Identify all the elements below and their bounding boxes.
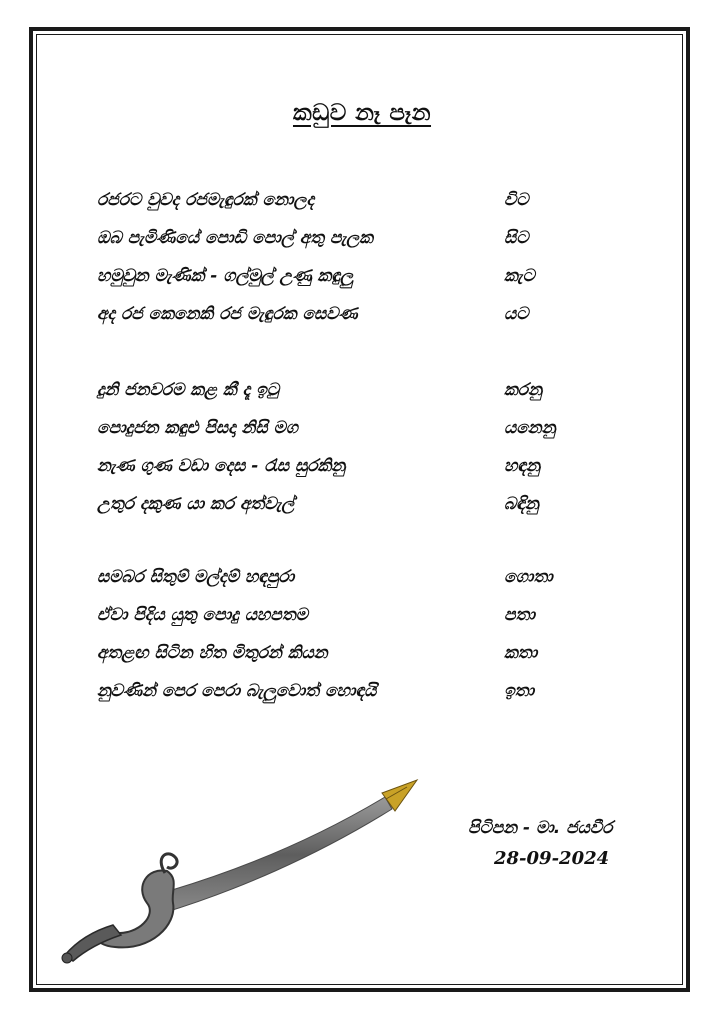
- verse-text: හමුවුන මැණික් - ගල්මුල් උණු කඳුලු: [97, 266, 353, 286]
- verse-line: [97, 418, 577, 456]
- author-signature: පිටිපන - මා. ජයවීර: [468, 818, 613, 838]
- stanza-3: [97, 567, 577, 719]
- verse-end-word: යට: [504, 304, 529, 324]
- verse-line: [97, 643, 577, 681]
- verse-end-word: යනෙනු: [504, 418, 556, 438]
- verse-end-word: විට: [504, 190, 529, 210]
- verse-text: අද රජ කෙනෙකි රජ මැඳුරක සෙවණ: [97, 304, 358, 324]
- verse-end-word: කැට: [504, 266, 535, 286]
- verse-end-word: කතා: [504, 643, 538, 663]
- poem-date: 28-09-2024: [494, 848, 610, 869]
- stanza-1: [97, 190, 577, 342]
- verse-end-word: ඉතා: [504, 681, 535, 701]
- verse-end-word: ගොතා: [504, 567, 553, 587]
- verse-text: නැණ ගුණ වඩා දෙස - රැස සුරකිනු: [97, 456, 346, 476]
- verse-end-word: හඳනු: [504, 456, 540, 476]
- verse-end-word: බඳිනු: [504, 494, 539, 514]
- verse-text: දුනි ජනවරම කළ කී දෑ ඉටු: [97, 380, 279, 400]
- verse-text: උතුර දකුණ යා කර අත්වැල්: [97, 494, 295, 514]
- poem-title: කඩුව නෑ පෑන: [292, 100, 432, 126]
- stanza-2: [97, 380, 577, 532]
- sword-pen-icon: [55, 775, 425, 979]
- verse-line: [97, 228, 577, 266]
- verse-line: [97, 456, 577, 494]
- verse-line: [97, 494, 577, 532]
- verse-text: සමබර සිතුම් මල්දම් හඳපුරා: [97, 567, 295, 587]
- verse-text: රජරට වුවද රජමැඳුරක් නොලද: [97, 190, 314, 210]
- verse-text: නුවණින් පෙර පෙරා බැලුවොත් හොඳයි: [97, 681, 377, 701]
- verse-line: [97, 190, 577, 228]
- verse-text: ඔබ පැමිණියේ පොඩි පොල් අතු පැලක: [97, 228, 373, 248]
- verse-line: [97, 567, 577, 605]
- verse-line: [97, 266, 577, 304]
- verse-line: [97, 681, 577, 719]
- verse-text: ඒවා පිදිය යුතු පොදු යහපතම: [97, 605, 308, 625]
- verse-line: [97, 304, 577, 342]
- verse-end-word: පතා: [504, 605, 535, 625]
- verse-end-word: කරනු: [504, 380, 542, 400]
- verse-line: [97, 605, 577, 643]
- verse-text: පොදුජන කඳුළු පිසදා නිසි මග: [97, 418, 298, 438]
- verse-line: [97, 380, 577, 418]
- verse-end-word: සිට: [504, 228, 529, 248]
- verse-text: අතළඟ සිටින හිත මිතුරන් කියන: [97, 643, 328, 663]
